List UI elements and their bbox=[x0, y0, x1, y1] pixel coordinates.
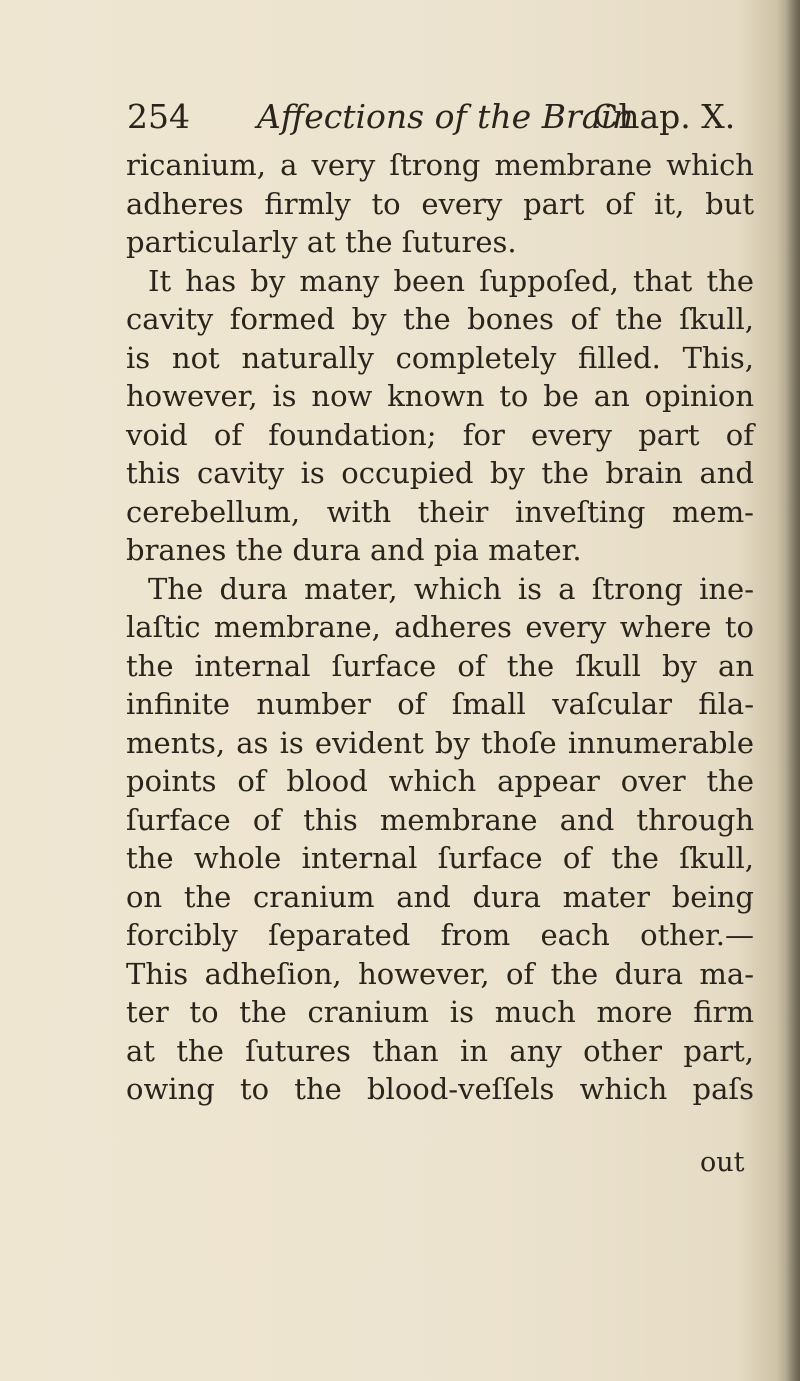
text-line: ter to the cranium is much more firm bbox=[126, 995, 754, 1029]
text-line: This adheſion, however, of the dura ma- bbox=[126, 956, 754, 991]
page-number: 254 bbox=[127, 97, 190, 136]
catchword: out bbox=[700, 1147, 745, 1178]
text-line: however, is now known to be an opinion bbox=[126, 379, 754, 413]
running-head bbox=[127, 94, 757, 140]
text-line: the whole internal ſurface of the ſkull, bbox=[126, 841, 754, 875]
text-line: cavity formed by the bones of the ſkull, bbox=[126, 302, 754, 336]
running-title: Affections of the Brain bbox=[257, 97, 634, 136]
text-line: ments, as is evident by thoſe innumerable bbox=[126, 725, 754, 760]
text-line: this cavity is occupied by the brain and bbox=[126, 456, 754, 490]
text-line: void of foundation; for every part of bbox=[126, 417, 754, 452]
text-line: points of blood which appear over the bbox=[126, 764, 754, 798]
text-line: the internal ſurface of the ſkull by an bbox=[126, 648, 754, 683]
text-line: cerebellum, with their inveſting mem- bbox=[126, 494, 754, 529]
paragraph-start-line: The dura mater, which is a ſtrong ine- bbox=[148, 571, 754, 606]
chapter-label: Chap. X. bbox=[593, 97, 736, 136]
spine-shadow bbox=[786, 0, 800, 1381]
text-line: ſurface of this membrane and through bbox=[126, 802, 754, 837]
text-line: at the ſutures than in any other part, bbox=[126, 1033, 754, 1068]
text-line: forcibly ſeparated from each other.— bbox=[126, 918, 754, 952]
text-line: infinite number of ſmall vaſcular fila- bbox=[126, 687, 754, 721]
text-line: owing to the blood-veſſels which paſs bbox=[126, 1072, 754, 1106]
text-line: particularly at the ſutures. bbox=[126, 225, 517, 259]
text-line: adheres firmly to every part of it, but bbox=[126, 186, 754, 221]
text-line: laſtic membrane, adheres every where to bbox=[126, 610, 754, 644]
text-line: is not naturally completely filled. This, bbox=[126, 340, 754, 375]
paragraph-start-line: It has by many been ſuppoſed, that the bbox=[148, 263, 754, 298]
text-line: branes the dura and pia mater. bbox=[126, 533, 582, 567]
text-line: on the cranium and dura mater being bbox=[126, 879, 754, 914]
text-line: ricanium, a very ſtrong membrane which bbox=[126, 148, 754, 182]
body-text bbox=[126, 146, 754, 1109]
